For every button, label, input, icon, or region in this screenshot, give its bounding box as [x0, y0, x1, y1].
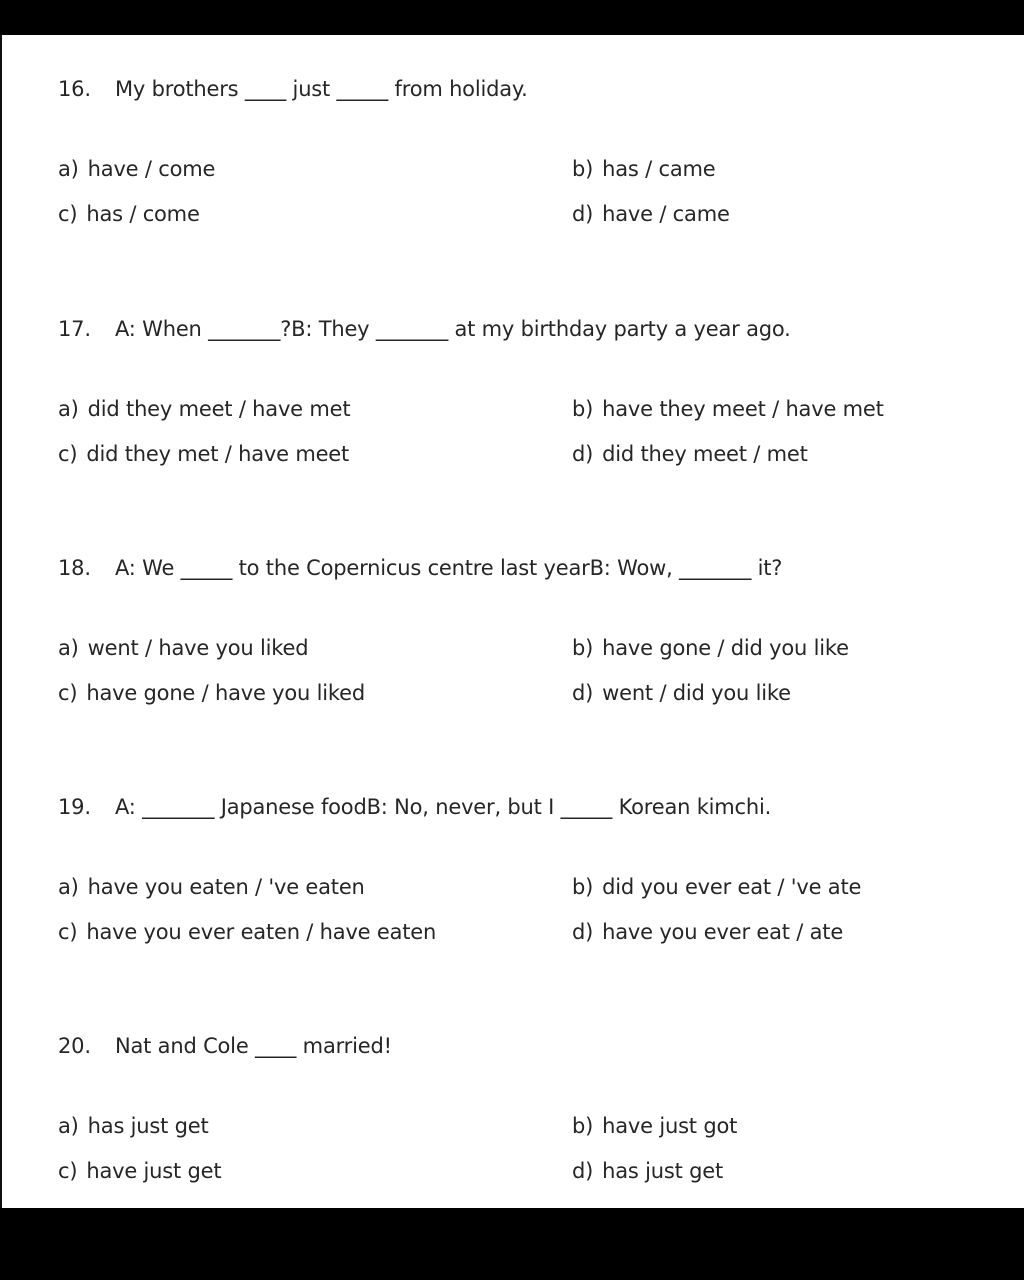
option-text: went / did you like — [602, 681, 791, 705]
question-16 — [0, 52, 1024, 226]
option-text: went / have you liked — [87, 636, 309, 660]
option-d[interactable] — [572, 676, 791, 710]
option-a[interactable] — [58, 1109, 209, 1143]
option-text: have just get — [86, 1159, 222, 1183]
question-text: A: We _____ to the Copernicus centre last yearB: Wow, _______ it? — [115, 556, 783, 580]
option-text: have you ever eaten / have eaten — [86, 920, 437, 944]
question-stem — [58, 312, 791, 346]
option-text: has / come — [86, 202, 200, 226]
option-d[interactable] — [572, 197, 730, 231]
option-letter: c) — [58, 920, 78, 944]
question-text: A: When _______?B: They _______ at my birthday party a year ago. — [115, 317, 791, 341]
option-a[interactable] — [58, 631, 308, 665]
worksheet-page — [0, 35, 1024, 1208]
question-17 — [0, 292, 1024, 466]
option-letter: c) — [58, 681, 78, 705]
option-letter: a) — [58, 1114, 79, 1138]
option-text: did they meet / met — [602, 442, 808, 466]
option-text: have / come — [87, 157, 216, 181]
option-a[interactable] — [58, 392, 350, 426]
option-letter: c) — [58, 1159, 78, 1183]
option-c[interactable] — [58, 437, 349, 471]
question-text: A: _______ Japanese foodB: No, never, but I _____ Korean kimchi. — [115, 795, 772, 819]
option-text: did they meet / have met — [87, 397, 351, 421]
option-text: did they met / have meet — [86, 442, 350, 466]
option-letter: d) — [572, 920, 594, 944]
question-text: My brothers ____ just _____ from holiday. — [115, 77, 528, 101]
question-number: 17. — [58, 317, 91, 341]
option-d[interactable] — [572, 915, 843, 949]
question-number: 16. — [58, 77, 91, 101]
option-text: have you ever eat / ate — [602, 920, 844, 944]
question-18 — [0, 531, 1024, 705]
option-text: has / came — [602, 157, 716, 181]
option-c[interactable] — [58, 676, 365, 710]
option-letter: d) — [572, 1159, 594, 1183]
question-text: Nat and Cole ____ married! — [115, 1034, 392, 1058]
option-text: have they meet / have met — [602, 397, 884, 421]
question-stem — [58, 790, 771, 824]
question-number: 18. — [58, 556, 91, 580]
option-letter: a) — [58, 636, 79, 660]
question-number: 19. — [58, 795, 91, 819]
option-letter: c) — [58, 202, 78, 226]
option-letter: b) — [572, 1114, 594, 1138]
option-text: did you ever eat / 've ate — [602, 875, 862, 899]
option-b[interactable] — [572, 631, 849, 665]
option-letter: b) — [572, 397, 594, 421]
option-letter: b) — [572, 157, 594, 181]
option-c[interactable] — [58, 915, 436, 949]
option-letter: c) — [58, 442, 78, 466]
option-letter: a) — [58, 157, 79, 181]
option-c[interactable] — [58, 197, 200, 231]
option-text: have / came — [602, 202, 730, 226]
option-text: has just get — [87, 1114, 209, 1138]
option-a[interactable] — [58, 152, 215, 186]
option-letter: b) — [572, 636, 594, 660]
option-b[interactable] — [572, 870, 861, 904]
option-b[interactable] — [572, 1109, 737, 1143]
option-letter: d) — [572, 202, 594, 226]
option-a[interactable] — [58, 870, 365, 904]
option-c[interactable] — [58, 1154, 221, 1188]
option-text: have just got — [602, 1114, 738, 1138]
option-text: have you eaten / 've eaten — [87, 875, 365, 899]
option-text: have gone / have you liked — [86, 681, 365, 705]
option-b[interactable] — [572, 392, 884, 426]
option-text: has just get — [602, 1159, 723, 1183]
option-letter: a) — [58, 397, 79, 421]
question-stem — [58, 1029, 392, 1063]
question-20 — [0, 1009, 1024, 1183]
question-stem — [58, 72, 528, 106]
option-d[interactable] — [572, 437, 808, 471]
option-letter: a) — [58, 875, 79, 899]
option-letter: d) — [572, 442, 594, 466]
option-letter: b) — [572, 875, 594, 899]
option-letter: d) — [572, 681, 594, 705]
question-stem — [58, 551, 782, 585]
option-b[interactable] — [572, 152, 715, 186]
option-d[interactable] — [572, 1154, 723, 1188]
question-number: 20. — [58, 1034, 91, 1058]
option-text: have gone / did you like — [602, 636, 849, 660]
question-19 — [0, 770, 1024, 944]
